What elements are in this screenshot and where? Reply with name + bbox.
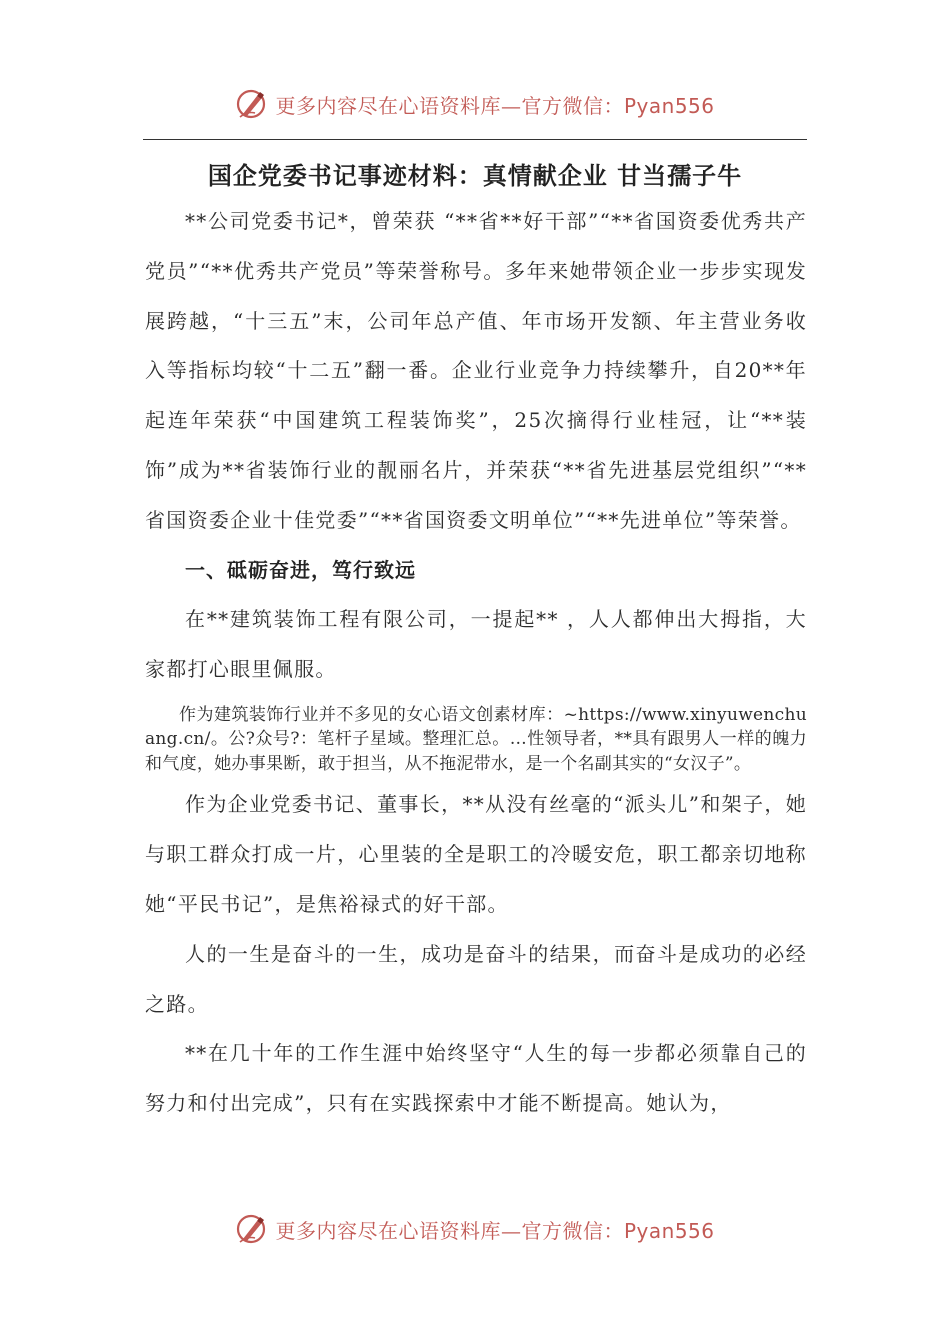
body-paragraph: 在**建筑装饰工程有限公司，一提起** ，人人都伸出大拇指，大家都打心眼里佩服。 xyxy=(145,607,807,682)
banner-text: 更多内容尽在心语资料库—官方微信：Pyan556 xyxy=(275,1218,715,1243)
section-heading: 一、砥砺奋进，笃行致远 xyxy=(185,557,416,582)
intro-paragraph: **公司党委书记*，曾荣获 “**省**好干部”“**省国资委优秀共产党员”“**优秀共产党员”等荣誉称号。多年来她带领企业一步步实现发展跨越，“十三五”末，公司年总产值、年市场开发额、年主营业务收入等指标均较“十二五”翻一番。企业行业竞争力持续攀升，自20**年起连年荣获“中国建筑工程装饰奖”，25次摘得行业桂冠，让“**装饰”成为**省装饰行业的靓丽名片，并荣获“**省先进基层党组织”“**省国资委企业十佳党委”“**省国资委文明单位”“**先进单位”等荣誉。 xyxy=(145,209,807,532)
header-divider xyxy=(143,139,807,140)
pen-logo-icon xyxy=(235,1212,269,1246)
body-paragraph-inserted: 作为建筑装饰行业并不多见的女心语文创素材库：~https://www.xinyuwenchuang.cn/。公?众号?：笔杆子星域。整理汇总。…性领导者，**具有跟男人一样的魄力和气度，她办事果断，敢于担当，从不拖泥带水，是一个名副其实的“女汉子”。 xyxy=(145,704,807,774)
body-paragraph: **在几十年的工作生涯中始终坚守“人生的每一步都必须靠自己的努力和付出完成”，只有在实践探索中才能不断提高。她认为， xyxy=(145,1041,807,1116)
banner-text: 更多内容尽在心语资料库—官方微信：Pyan556 xyxy=(275,93,715,118)
document-title: 国企党委书记事迹材料：真情献企业 甘当孺子牛 xyxy=(207,162,743,190)
banner-wechat-id: Pyan556 xyxy=(623,1218,715,1243)
banner-wechat-id: Pyan556 xyxy=(623,93,715,118)
body-paragraph: 作为企业党委书记、董事长，**从没有丝毫的“派头儿”和架子，她与职工群众打成一片，心里装的全是职工的冷暖安危，职工都亲切地称她“平民书记”，是焦裕禄式的好干部。 xyxy=(145,792,807,917)
header-banner xyxy=(0,84,950,124)
document-body xyxy=(145,197,807,1129)
pen-logo-icon xyxy=(235,87,269,121)
footer-banner xyxy=(0,1209,950,1249)
body-paragraph: 人的一生是奋斗的一生，成功是奋斗的结果，而奋斗是成功的必经之路。 xyxy=(145,941,807,1016)
